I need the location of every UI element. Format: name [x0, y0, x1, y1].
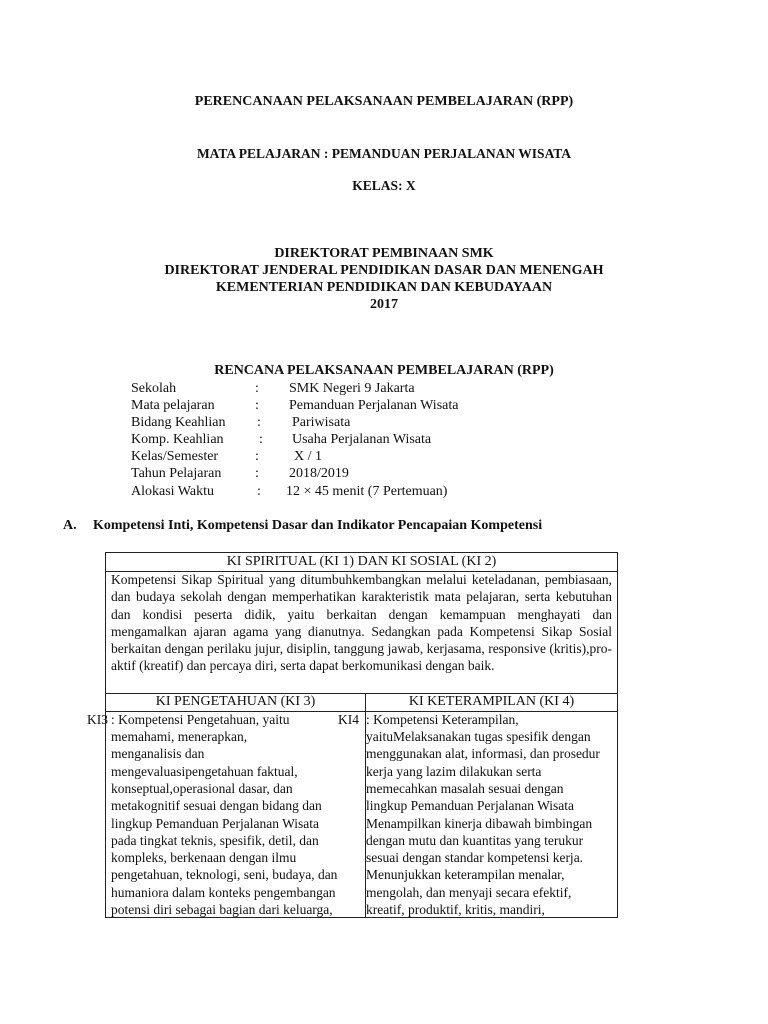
- ki4-line: memecahkan masalah sesuai dengan: [366, 781, 564, 796]
- subject-heading: MATA PELAJARAN : PEMANDUAN PERJALANAN WISATA: [196, 146, 572, 161]
- ki4-line: dengan mutu dan kuantitas yang terukur: [366, 833, 584, 848]
- info-value-sekolah: SMK Negeri 9 Jakarta: [289, 381, 415, 396]
- info-value-tahun-pelajaran: 2018/2019: [289, 466, 349, 481]
- ki4-line: Menunjukkan keterampilan menalar,: [366, 867, 565, 882]
- ki4-line: Menampilkan kinerja dibawah bimbingan: [366, 816, 593, 831]
- institution-line: KEMENTERIAN PENDIDIKAN DAN KEBUDAYAAN: [215, 280, 553, 295]
- ki4-line: menggunakan alat, informasi, dan prosedur: [366, 746, 600, 761]
- ki4-line: kerja yang lazim dilakukan serta: [366, 764, 542, 779]
- info-colon: :: [255, 398, 259, 413]
- ki3-line: humaniora dalam konteks pengembangan: [111, 885, 336, 900]
- ki3-header: KI PENGETAHUAN (KI 3): [155, 694, 316, 709]
- ki4-line: kreatif, produktif, kritis, mandiri,: [366, 902, 545, 917]
- info-colon: :: [255, 466, 259, 481]
- ki3-line: mengevaluasipengetahuan faktual,: [111, 764, 298, 779]
- ki3-line: kompleks, berkenaan dengan ilmu: [111, 850, 297, 865]
- ki3-line: pengetahuan, teknologi, seni, budaya, dan: [111, 867, 338, 882]
- ki3-line: lingkup Pemanduan Perjalanan Wisata: [111, 816, 320, 831]
- ki4-line: : Kompetensi Keterampilan,: [366, 712, 519, 727]
- info-value-bidang-keahlian: Pariwisata: [292, 415, 351, 430]
- info-label-komp-keahlian: Komp. Keahlian: [131, 432, 224, 447]
- ki3-line: metakognitif sesuai dengan bidang dan: [111, 798, 322, 813]
- ki3-line: konseptual,operasional dasar, dan: [111, 781, 293, 796]
- ki4-line: sesuai dengan standar kompetensi kerja.: [366, 850, 584, 865]
- info-label-kelas-semester: Kelas/Semester: [131, 449, 219, 464]
- info-value-mata-pelajaran: Pemanduan Perjalanan Wisata: [289, 398, 459, 413]
- info-colon: :: [259, 432, 263, 447]
- info-colon: :: [257, 484, 261, 499]
- ki4-header: KI KETERAMPILAN (KI 4): [408, 694, 575, 709]
- institution-year: 2017: [370, 297, 398, 312]
- ki4-line: lingkup Pemanduan Perjalanan Wisata: [366, 798, 575, 813]
- ki4-line: mengolah, dan menyaji secara efektif,: [366, 885, 572, 900]
- ki3-line: menganalisis dan: [111, 746, 205, 761]
- ki4-label: KI4: [338, 712, 359, 727]
- info-colon: :: [257, 415, 261, 430]
- ki3-line: pada tingkat teknis, spesifik, detil, dan: [111, 833, 319, 848]
- rpp-section-title: RENCANA PELAKSANAAN PEMBELAJARAN (RPP): [214, 363, 554, 378]
- info-colon: :: [255, 449, 259, 464]
- page-title: PERENCANAAN PELAKSANAAN PEMBELAJARAN (RPP): [194, 94, 574, 109]
- ki-spiritual-header: KI SPIRITUAL (KI 1) DAN KI SOSIAL (KI 2): [226, 554, 497, 569]
- institution-line: DIREKTORAT PEMBINAAN SMK: [274, 246, 494, 261]
- info-value-kelas-semester: X / 1: [294, 449, 322, 464]
- section-a-letter: A.: [63, 518, 77, 533]
- ki-spiritual-text: Kompetensi Sikap Spiritual yang ditumbuhkembangkan melalui keteladanan, pembiasaan, dan budaya sekolah dengan memperhatikan karakteristik mata pelajaran, serta kebutuhan dan kondisi peserta didik, yaitu berkaitan dengan kemampuan menghayati dan mengamalkan ajaran agama yang dianutnya. Sedangkan pada Kompetensi Sikap Sosial berkaitan dengan perilaku jujur, disiplin, tanggung jawab, kerjasama, responsive (kritis),pro-aktif (kreatif) dan percaya diri, serta dapat berkomunikasi dengan baik.: [111, 572, 612, 674]
- ki3-line: potensi diri sebagai bagian dari keluarga,: [111, 902, 333, 917]
- class-heading: KELAS: X: [352, 178, 416, 193]
- info-label-sekolah: Sekolah: [131, 381, 177, 396]
- info-label-bidang-keahlian: Bidang Keahlian: [131, 415, 226, 430]
- info-label-alokasi-waktu: Alokasi Waktu: [131, 484, 214, 499]
- ki4-line: yaituMelaksanakan tugas spesifik dengan: [366, 729, 591, 744]
- info-label-mata-pelajaran: Mata pelajaran: [131, 398, 215, 413]
- info-colon: :: [255, 381, 259, 396]
- ki3-label: KI3: [87, 712, 108, 727]
- info-label-tahun-pelajaran: Tahun Pelajaran: [131, 466, 222, 481]
- ki3-line: : Kompetensi Pengetahuan, yaitu: [111, 712, 290, 727]
- institution-line: DIREKTORAT JENDERAL PENDIDIKAN DASAR DAN MENENGAH: [164, 263, 604, 278]
- ki3-line: memahami, menerapkan,: [111, 729, 248, 744]
- info-value-komp-keahlian: Usaha Perjalanan Wisata: [292, 432, 432, 447]
- section-a-title: Kompetensi Inti, Kompetensi Dasar dan Indikator Pencapaian Kompetensi: [93, 518, 543, 533]
- info-value-alokasi-waktu: 12 × 45 menit (7 Pertemuan): [286, 484, 448, 499]
